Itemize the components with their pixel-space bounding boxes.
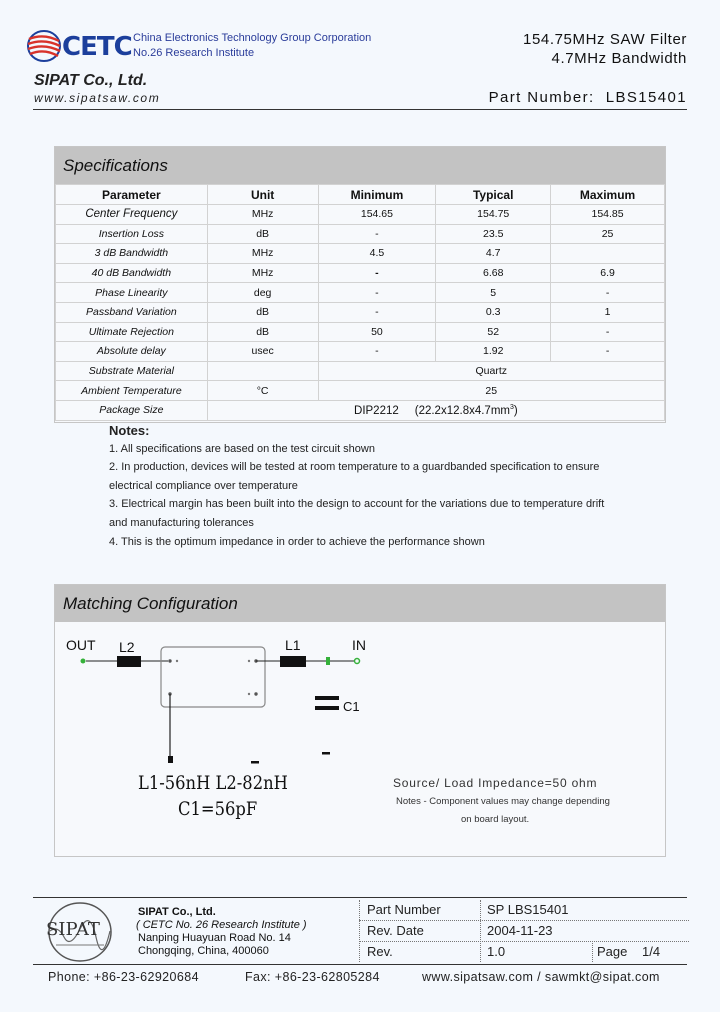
min-cell: - (318, 283, 436, 303)
unit-cell: MHz (207, 205, 318, 225)
footer-rev-value: 1.0 (487, 944, 506, 959)
package-size-sup: 3 (509, 403, 514, 411)
note-line: 1. All specifications are based on the test circuit shown (109, 443, 375, 455)
sipat-logo-text: SIPAT (46, 919, 100, 940)
param-cell: Insertion Loss (56, 224, 208, 244)
max-cell: - (551, 283, 665, 303)
param-cell: Package Size (56, 400, 208, 420)
inductor-l1-icon (280, 656, 306, 667)
footer-phone: Phone: +86-23-62920684 (48, 970, 199, 984)
min-cell: - (318, 263, 436, 283)
footer-address-2: Chongqing, China, 400060 (138, 945, 269, 957)
typ-cell: 6.68 (436, 263, 551, 283)
min-cell: - (318, 342, 436, 362)
typ-cell: 154.75 (436, 205, 551, 225)
unit-cell: °C (207, 381, 318, 401)
footer-rev-date-label: Rev. Date (367, 923, 424, 938)
unit-cell: MHz (207, 244, 318, 264)
impedance-text: Source/ Load Impedance=50 ohm (393, 776, 598, 790)
notes-title: Notes: (109, 423, 150, 438)
note-line: and manufacturing tolerances (109, 517, 254, 529)
col-header: Typical (436, 185, 551, 205)
max-cell: - (551, 342, 665, 362)
col-header: Maximum (551, 185, 665, 205)
header-rule (33, 109, 687, 110)
unit-cell: usec (207, 342, 318, 362)
org-line-1: China Electronics Technology Group Corporation (133, 32, 372, 44)
table-row (56, 342, 665, 362)
package-size-close: ) (513, 404, 518, 417)
note-line: 4. This is the optimum impedance in order to achieve the performance shown (109, 536, 485, 548)
footer-rule-top (33, 897, 687, 898)
product-title: 154.75MHz SAW Filter (523, 31, 687, 48)
table-row (56, 263, 665, 283)
footer-page-value: 1/4 (642, 944, 661, 959)
table-row (56, 381, 665, 401)
c1-label: C1 (343, 699, 360, 714)
min-cell: - (318, 224, 436, 244)
footer-part-number-value: SP LBS15401 (487, 902, 569, 917)
table-row (56, 361, 665, 381)
part-number-value: LBS15401 (605, 89, 687, 106)
typ-cell: 52 (436, 322, 551, 342)
table-row (56, 302, 665, 322)
typ-cell: 0.3 (436, 302, 551, 322)
param-cell: Absolute delay (56, 342, 208, 362)
matching-note-line2: on board layout. (461, 814, 530, 825)
footer-rule-bottom (33, 964, 687, 965)
unit-cell: dB (207, 322, 318, 342)
l2-label: L2 (119, 639, 135, 655)
param-cell: Passband Variation (56, 302, 208, 322)
param-cell: Ambient Temperature (56, 381, 208, 401)
typ-cell: 1.92 (436, 342, 551, 362)
unit-cell: deg (207, 283, 318, 303)
param-cell: Substrate Material (56, 361, 208, 381)
org-line-2: No.26 Research Institute (133, 47, 255, 59)
company-name: SIPAT Co., Ltd. (34, 72, 148, 89)
max-cell: 25 (551, 224, 665, 244)
out-label: OUT (66, 637, 96, 653)
footer-web-email[interactable]: www.sipatsaw.com / sawmkt@sipat.com (422, 970, 660, 984)
matching-note-line1: Notes - Component values may change depending (396, 796, 610, 807)
inductor-l2-icon (117, 656, 141, 667)
out-terminal-icon (81, 659, 86, 664)
unit-cell (207, 361, 318, 381)
part-number-header (489, 89, 687, 106)
max-cell (551, 244, 665, 264)
min-cell: 50 (318, 322, 436, 342)
spec-table (55, 184, 665, 421)
col-header: Parameter (56, 185, 208, 205)
saw-filter-package (161, 647, 265, 707)
product-bandwidth: 4.7MHz Bandwidth (551, 50, 687, 67)
package-size-text: DIP2212 (22.2x12.8x4.7mm (354, 404, 510, 417)
cetc-logo-text: CETC (62, 32, 132, 62)
min-cell: 4.5 (318, 244, 436, 264)
note-line: 3. Electrical margin has been built into the design to account for the variations due to temperature drift (109, 498, 605, 510)
l1-label: L1 (285, 637, 301, 653)
spec-header-row (56, 185, 665, 205)
matching-circuit (60, 630, 380, 770)
footer-company: SIPAT Co., Ltd. (138, 906, 216, 918)
table-row (56, 283, 665, 303)
unit-cell: dB (207, 224, 318, 244)
table-row (56, 244, 665, 264)
junction-icon (326, 657, 330, 665)
substrate-value: Quartz (318, 361, 664, 381)
footer-part-number-label: Part Number (367, 902, 441, 917)
note-line: electrical compliance over temperature (109, 480, 298, 492)
in-terminal-icon (355, 659, 360, 664)
max-cell: - (551, 322, 665, 342)
website-link[interactable]: www.sipatsaw.com (34, 91, 161, 105)
param-cell: Center Frequency (56, 205, 208, 225)
note-line: 2. In production, devices will be tested at room temperature to a guardbanded specification to ensure (109, 461, 600, 473)
in-label: IN (352, 637, 366, 653)
unit-cell: dB (207, 302, 318, 322)
param-cell: 40 dB Bandwidth (56, 263, 208, 283)
package-value (207, 400, 664, 420)
col-header: Unit (207, 185, 318, 205)
footer-fax: Fax: +86-23-62805284 (245, 970, 380, 984)
part-number-label: Part Number: (488, 89, 595, 106)
component-values-line1: L1-56nH L2-82nH (138, 772, 288, 794)
param-cell: 3 dB Bandwidth (56, 244, 208, 264)
footer-institute: ( CETC No. 26 Research Institute ) (136, 919, 307, 931)
specifications-title: Specifications (55, 147, 665, 184)
cetc-logo-icon (26, 29, 62, 63)
table-row (56, 322, 665, 342)
col-header: Minimum (318, 185, 436, 205)
footer-page-label: Page (597, 944, 628, 959)
min-cell: - (318, 302, 436, 322)
unit-cell: MHz (207, 263, 318, 283)
capacitor-c1-icon (315, 696, 339, 700)
footer-address-1: Nanping Huayuan Road No. 14 (138, 932, 291, 944)
typ-cell: 5 (436, 283, 551, 303)
typ-cell: 23.5 (436, 224, 551, 244)
param-cell: Ultimate Rejection (56, 322, 208, 342)
footer-rev-label: Rev. (367, 944, 393, 959)
typ-cell: 4.7 (436, 244, 551, 264)
table-row (56, 205, 665, 225)
cetc-logo (26, 29, 62, 63)
footer-rev-date-value: 2004-11-23 (487, 923, 553, 938)
max-cell: 154.85 (551, 205, 665, 225)
matching-title: Matching Configuration (55, 585, 665, 622)
min-cell: 154.65 (318, 205, 436, 225)
table-row (56, 400, 665, 420)
ambient-value: 25 (318, 381, 664, 401)
max-cell: 6.9 (551, 263, 665, 283)
max-cell: 1 (551, 302, 665, 322)
table-row (56, 224, 665, 244)
param-cell: Phase Linearity (56, 283, 208, 303)
component-values-line2: C1=56pF (178, 798, 258, 820)
